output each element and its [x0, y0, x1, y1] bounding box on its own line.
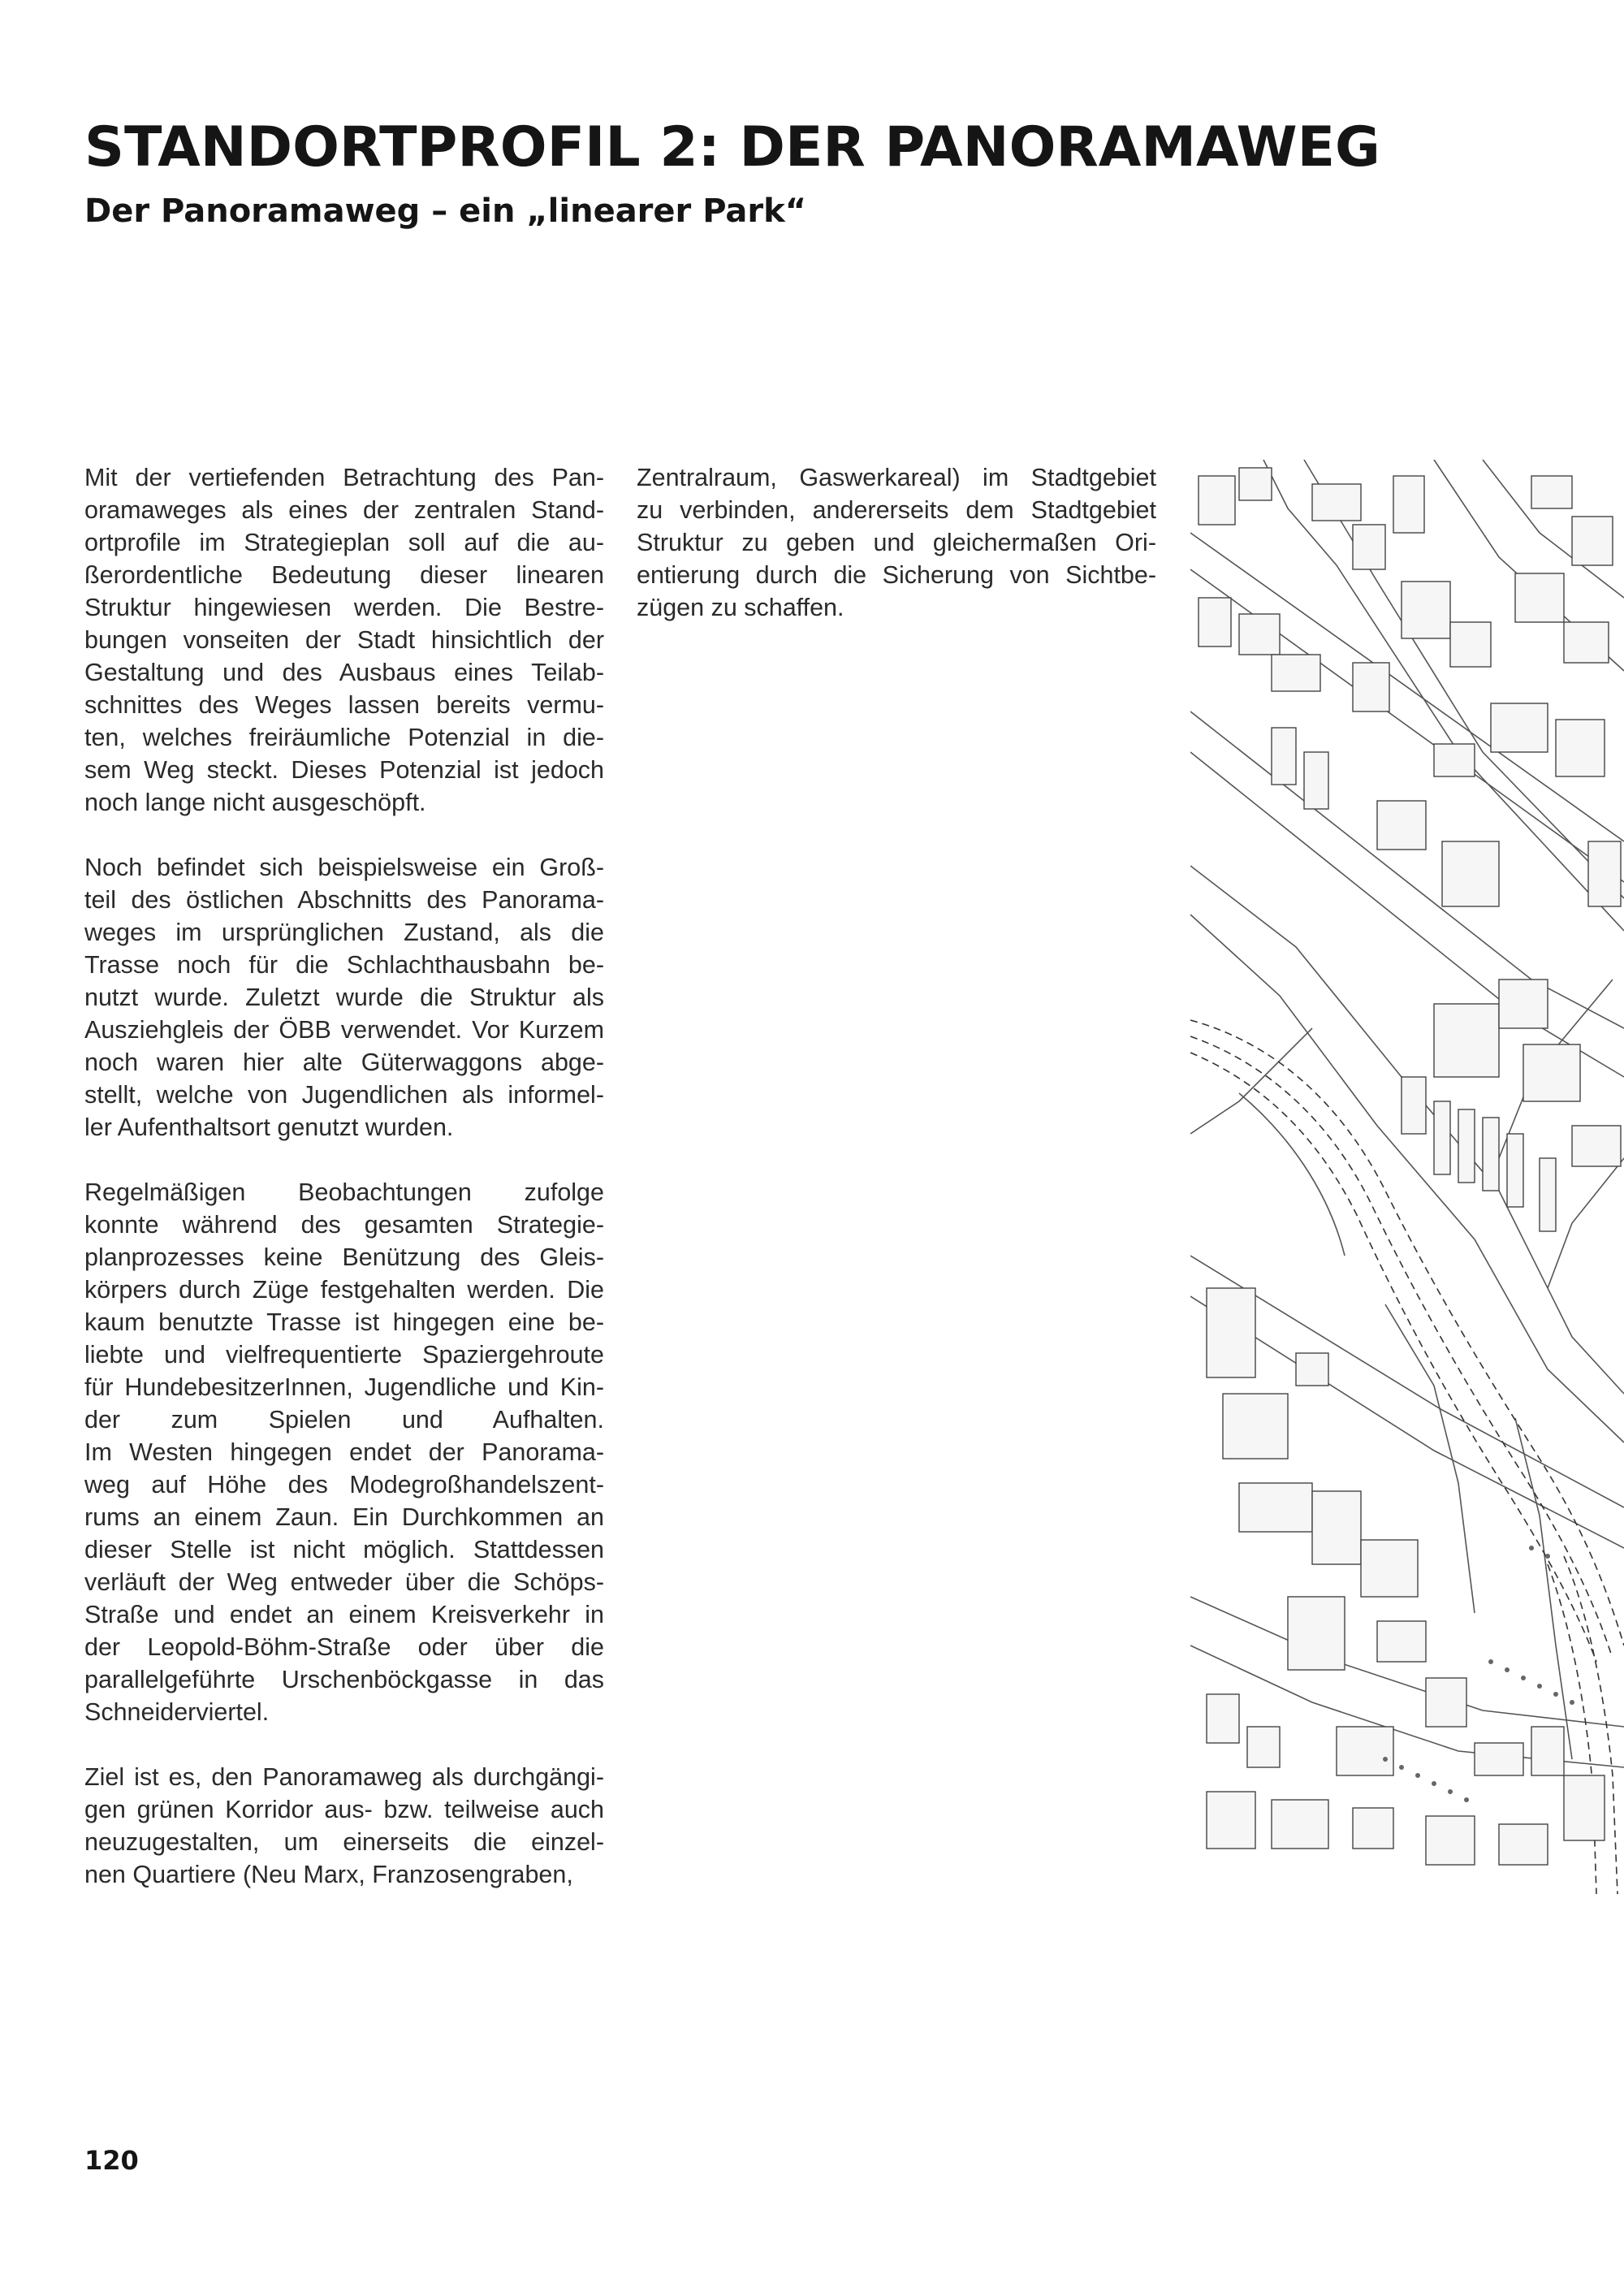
text-line: noch lange nicht ausgeschöpft. — [84, 789, 426, 816]
text-line: weg auf Höhe des Modegroßhandelszent- — [84, 1471, 604, 1498]
text-line: noch waren hier alte Güterwaggons abge- — [84, 1049, 604, 1076]
text-column-left — [84, 461, 604, 1891]
site-plan-map — [1190, 460, 1624, 1894]
text-line: Struktur hingewiesen werden. Die Bestre- — [84, 594, 604, 621]
text-line: dieser Stelle ist nicht möglich. Stattdessen — [84, 1536, 604, 1563]
text-line: Im Westen hingegen endet der Panorama- — [84, 1438, 604, 1466]
text-line: körpers durch Züge festgehalten werden. Die — [84, 1276, 604, 1304]
page-number: 120 — [84, 2145, 139, 2176]
text-line: gen grünen Korridor aus- bzw. teilweise auch — [84, 1796, 604, 1823]
text-line: nen Quartiere (Neu Marx, Franzosengraben, — [84, 1861, 573, 1888]
text-line: Straße und endet an einem Kreisverkehr in — [84, 1601, 604, 1628]
text-line: zu verbinden, andererseits dem Stadtgebiet — [637, 496, 1156, 524]
text-line: teil des östlichen Abschnitts des Panorama- — [84, 886, 604, 914]
text-line: ortprofile im Strategieplan soll auf die au- — [84, 529, 604, 556]
text-line: ßerordentliche Bedeutung dieser linearen — [84, 561, 604, 589]
text-line: schnittes des Weges lassen bereits vermu- — [84, 691, 604, 719]
text-line: der zum Spielen und Aufhalten. — [84, 1406, 604, 1434]
text-line: sem Weg steckt. Dieses Potenzial ist jedoch — [84, 756, 604, 784]
page-subtitle: Der Panoramaweg – ein „linearer Park“ — [84, 192, 807, 230]
text-line: rums an einem Zaun. Ein Durchkommen an — [84, 1503, 604, 1531]
text-line: stellt, welche von Jugendlichen als informel- — [84, 1081, 604, 1109]
text-line: entierung durch die Sicherung von Sichtbe- — [637, 561, 1156, 589]
paragraph-gap — [84, 819, 604, 851]
text-line: für HundebesitzerInnen, Jugendliche und Kin- — [84, 1373, 604, 1401]
text-line: planprozesses keine Benützung des Gleis- — [84, 1243, 604, 1271]
text-line: parallelgeführte Urschenböckgasse in das — [84, 1666, 604, 1693]
paragraph-gap — [84, 1728, 604, 1761]
text-line: Gestaltung und des Ausbaus eines Teilab- — [84, 659, 604, 686]
text-line: Schneiderviertel. — [84, 1698, 270, 1726]
text-line: Zentralraum, Gaswerkareal) im Stadtgebiet — [637, 464, 1156, 491]
text-line: Mit der vertiefenden Betrachtung des Pan- — [84, 464, 604, 491]
text-line: oramaweges als eines der zentralen Stand- — [84, 496, 604, 524]
text-line: verläuft der Weg entweder über die Schöps- — [84, 1568, 604, 1596]
text-line: neuzugestalten, um einerseits die einzel- — [84, 1828, 604, 1856]
text-line: Trasse noch für die Schlachthausbahn be- — [84, 951, 604, 979]
text-line: konnte während des gesamten Strategie- — [84, 1211, 604, 1239]
paragraph-gap — [84, 1144, 604, 1176]
text-line: Regelmäßigen Beobachtungen zufolge — [84, 1178, 604, 1206]
text-line: kaum benutzte Trasse ist hingegen eine be- — [84, 1308, 604, 1336]
text-line: bungen vonseiten der Stadt hinsichtlich der — [84, 626, 604, 654]
text-line: nutzt wurde. Zuletzt wurde die Struktur als — [84, 984, 604, 1011]
text-line: Noch befindet sich beispielsweise ein Groß- — [84, 854, 604, 881]
text-line: Ziel ist es, den Panoramaweg als durchgängi- — [84, 1763, 604, 1791]
text-line: ler Aufenthaltsort genutzt wurden. — [84, 1114, 454, 1141]
text-line: Struktur zu geben und gleichermaßen Ori- — [637, 529, 1156, 556]
text-line: liebte und vielfrequentierte Spaziergehroute — [84, 1341, 604, 1369]
text-line: ten, welches freiräumliche Potenzial in die- — [84, 724, 604, 751]
text-line: der Leopold-Böhm-Straße oder über die — [84, 1633, 604, 1661]
text-line: Ausziehgleis der ÖBB verwendet. Vor Kurzem — [84, 1016, 604, 1044]
text-line: weges im ursprünglichen Zustand, als die — [84, 919, 604, 946]
page-title: STANDORTPROFIL 2: DER PANORAMAWEG — [84, 115, 1380, 179]
text-column-right — [637, 461, 1156, 624]
text-line: zügen zu schaffen. — [637, 594, 844, 621]
